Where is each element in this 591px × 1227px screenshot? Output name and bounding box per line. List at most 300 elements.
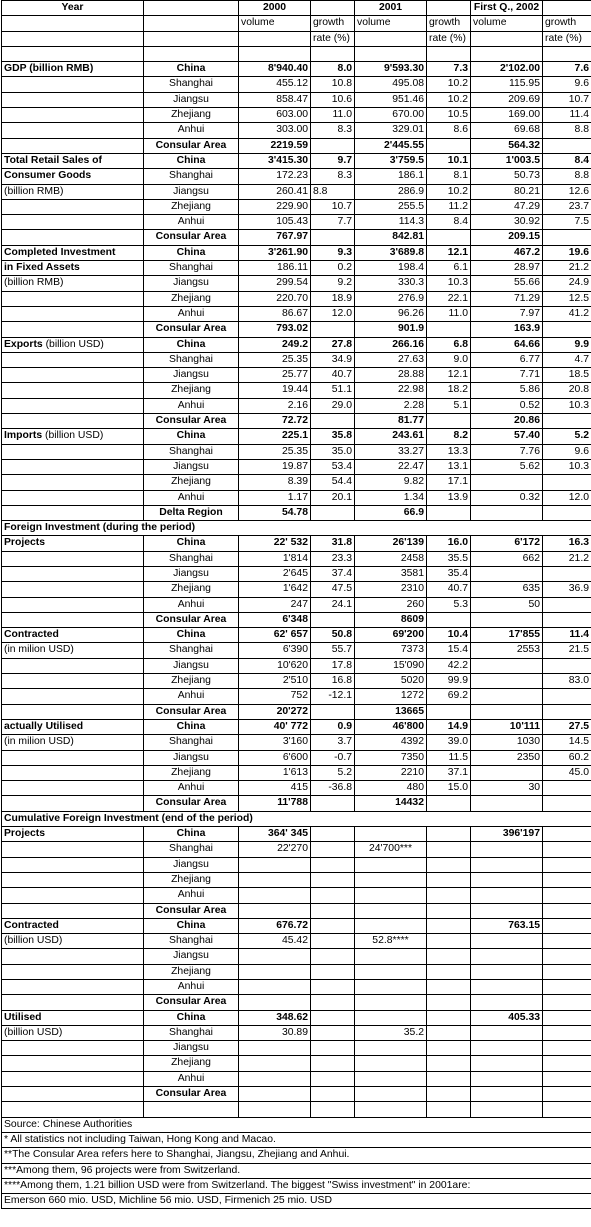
cell-v2001: 260	[355, 597, 427, 612]
cell-g2000: 55.7	[311, 643, 355, 658]
table-row	[2, 322, 591, 337]
table-row	[2, 490, 591, 505]
cell-g2001: 6.8	[427, 337, 471, 352]
cell-v2001: 2'445.55	[355, 138, 427, 153]
cell-region: Consular Area	[144, 322, 239, 337]
cell-g2000	[311, 704, 355, 719]
footnote: **The Consular Area refers here to Shanghai, Jiangsu, Zhejiang and Anhui.	[2, 1148, 591, 1163]
cell-label	[2, 306, 144, 321]
cell-v2002	[471, 704, 543, 719]
cell-v2000	[239, 903, 311, 918]
table-row	[2, 291, 591, 306]
cell-region: Shanghai	[144, 551, 239, 566]
cell-v2000: 6'348	[239, 612, 311, 627]
cell-g2001: growth	[427, 16, 471, 31]
table-row	[2, 1056, 591, 1071]
cell-region: Zhejiang	[144, 765, 239, 780]
cell-region: Shanghai	[144, 444, 239, 459]
table-row	[2, 1010, 591, 1025]
cell-g2002: 45.0	[543, 765, 591, 780]
cell-v2002: 2'102.00	[471, 62, 543, 77]
cell-region: Anhui	[144, 1071, 239, 1086]
cell-region: Consular Area	[144, 612, 239, 627]
cell-g2002	[543, 1, 591, 16]
cell-v2001	[355, 1056, 427, 1071]
cell-v2001	[355, 1041, 427, 1056]
table-row	[2, 352, 591, 367]
cell-v2002	[471, 842, 543, 857]
cell-region	[144, 46, 239, 61]
cell-label	[2, 842, 144, 857]
cell-label	[2, 368, 144, 383]
cell-v2002: 80.21	[471, 184, 543, 199]
table-row	[2, 123, 591, 138]
cell-v2002	[471, 1102, 543, 1117]
cell-region: Consular Area	[144, 704, 239, 719]
cell-label	[2, 781, 144, 796]
cell-g2001: 12.1	[427, 368, 471, 383]
section-title: Foreign Investment (during the period)	[2, 521, 591, 536]
cell-g2001: 69.2	[427, 689, 471, 704]
cell-g2002: 10.7	[543, 92, 591, 107]
table-row	[2, 108, 591, 123]
cell-v2002: 30.92	[471, 215, 543, 230]
cell-g2001: 11.0	[427, 306, 471, 321]
cell-g2000: 47.5	[311, 582, 355, 597]
table-row	[2, 245, 591, 260]
table-row	[2, 536, 591, 551]
cell-v2002: 10'111	[471, 719, 543, 734]
cell-v2002	[471, 31, 543, 46]
cell-g2001: 9.0	[427, 352, 471, 367]
cell-g2001	[427, 704, 471, 719]
cell-region: China	[144, 827, 239, 842]
cell-v2001: 33.27	[355, 444, 427, 459]
cell-region: Jiangsu	[144, 368, 239, 383]
cell-g2000: 5.2	[311, 765, 355, 780]
cell-v2001: 7373	[355, 643, 427, 658]
cell-v2002: 50	[471, 597, 543, 612]
cell-v2002	[471, 475, 543, 490]
table-row	[2, 31, 591, 46]
cell-v2002: 564.32	[471, 138, 543, 153]
cell-g2000	[311, 322, 355, 337]
cell-g2000: 7.7	[311, 215, 355, 230]
cell-v2001: 7350	[355, 750, 427, 765]
cell-g2000: 53.4	[311, 459, 355, 474]
cell-region: China	[144, 429, 239, 444]
cell-label	[2, 995, 144, 1010]
cell-g2001: 11.5	[427, 750, 471, 765]
cell-v2000: 299.54	[239, 276, 311, 291]
table-row	[2, 872, 591, 887]
cell-g2002: 10.3	[543, 398, 591, 413]
cell-v2002: 7.97	[471, 306, 543, 321]
table-row	[2, 964, 591, 979]
cell-region: Zhejiang	[144, 199, 239, 214]
cell-v2002: 5.62	[471, 459, 543, 474]
cell-v2000: 45.42	[239, 934, 311, 949]
cell-g2002	[543, 704, 591, 719]
cell-v2000: 249.2	[239, 337, 311, 352]
cell-label	[2, 108, 144, 123]
cell-v2001: 2210	[355, 765, 427, 780]
cell-g2002	[543, 995, 591, 1010]
cell-region: Zhejiang	[144, 582, 239, 597]
cell-g2002: 41.2	[543, 306, 591, 321]
cell-region: Anhui	[144, 980, 239, 995]
cell-g2002	[543, 597, 591, 612]
cell-v2002: 0.32	[471, 490, 543, 505]
cell-region: China	[144, 536, 239, 551]
cell-g2000: 11.0	[311, 108, 355, 123]
cell-v2001: 3581	[355, 566, 427, 581]
cell-v2002: 2553	[471, 643, 543, 658]
cell-g2000: 23.3	[311, 551, 355, 566]
cell-g2000: 8.3	[311, 123, 355, 138]
cell-g2000	[311, 980, 355, 995]
cell-v2001	[355, 888, 427, 903]
cell-v2000	[239, 1056, 311, 1071]
cell-region: Shanghai	[144, 735, 239, 750]
cell-g2000: 10.6	[311, 92, 355, 107]
cell-region: Shanghai	[144, 934, 239, 949]
table-row	[2, 153, 591, 168]
cell-v2000: 19.87	[239, 459, 311, 474]
cell-v2001: 3'689.8	[355, 245, 427, 260]
cell-label	[2, 765, 144, 780]
cell-g2001: 16.0	[427, 536, 471, 551]
cell-g2002: 21.5	[543, 643, 591, 658]
cell-g2001: 22.1	[427, 291, 471, 306]
cell-v2002	[471, 658, 543, 673]
cell-label	[2, 872, 144, 887]
cell-v2001: 13665	[355, 704, 427, 719]
table-row	[2, 980, 591, 995]
cell-label	[2, 704, 144, 719]
cell-g2001: 6.1	[427, 261, 471, 276]
cell-label	[2, 475, 144, 490]
cell-v2000: 3'261.90	[239, 245, 311, 260]
statistics-table	[1, 0, 591, 1209]
cell-v2002: 115.95	[471, 77, 543, 92]
cell-g2001: 14.9	[427, 719, 471, 734]
cell-v2001: 15'090	[355, 658, 427, 673]
cell-v2001: 329.01	[355, 123, 427, 138]
cell-v2000: 6'600	[239, 750, 311, 765]
cell-region: Shanghai	[144, 1025, 239, 1040]
cell-g2001	[427, 1087, 471, 1102]
table-row	[2, 643, 591, 658]
cell-region: Zhejiang	[144, 1056, 239, 1071]
cell-g2001: 35.5	[427, 551, 471, 566]
cell-region: Zhejiang	[144, 964, 239, 979]
cell-v2001: 2310	[355, 582, 427, 597]
cell-v2000: 793.02	[239, 322, 311, 337]
cell-v2002: 50.73	[471, 169, 543, 184]
cell-v2001: 9'593.30	[355, 62, 427, 77]
cell-g2002	[543, 138, 591, 153]
footnote-row	[2, 1194, 591, 1209]
cell-g2001	[427, 1102, 471, 1117]
cell-v2000	[239, 1102, 311, 1117]
cell-g2002	[543, 872, 591, 887]
cell-g2000	[311, 505, 355, 520]
cell-v2002: 763.15	[471, 918, 543, 933]
cell-region: China	[144, 628, 239, 643]
cell-v2002: 28.97	[471, 261, 543, 276]
cell-g2001	[427, 903, 471, 918]
cell-g2000	[311, 888, 355, 903]
cell-g2002	[543, 658, 591, 673]
cell-g2002: 8.8	[543, 169, 591, 184]
cell-g2002: 83.0	[543, 674, 591, 689]
cell-g2001: 8.1	[427, 169, 471, 184]
cell-region: Anhui	[144, 123, 239, 138]
cell-g2002	[543, 689, 591, 704]
cell-label	[2, 459, 144, 474]
table-row	[2, 750, 591, 765]
cell-g2002	[543, 857, 591, 872]
cell-v2001: 3'759.5	[355, 153, 427, 168]
cell-v2002: 405.33	[471, 1010, 543, 1025]
cell-label	[2, 1087, 144, 1102]
cell-v2000: 2000	[239, 1, 311, 16]
cell-label	[2, 980, 144, 995]
cell-v2002	[471, 964, 543, 979]
cell-label	[2, 857, 144, 872]
cell-g2002	[543, 1056, 591, 1071]
cell-region: Delta Region	[144, 505, 239, 520]
table-row	[2, 92, 591, 107]
table-row	[2, 62, 591, 77]
cell-v2000: 415	[239, 781, 311, 796]
cell-v2001: 276.9	[355, 291, 427, 306]
cell-g2001	[427, 827, 471, 842]
cell-g2000: 8.3	[311, 169, 355, 184]
cell-region: Shanghai	[144, 261, 239, 276]
cell-v2000: 1'814	[239, 551, 311, 566]
cell-g2001: 35.4	[427, 566, 471, 581]
cell-v2002	[471, 980, 543, 995]
cell-v2000	[239, 31, 311, 46]
cell-v2001: 24'700***	[355, 842, 427, 857]
cell-label	[2, 658, 144, 673]
cell-g2002	[543, 781, 591, 796]
cell-g2002: 7.5	[543, 215, 591, 230]
cell-v2001	[355, 46, 427, 61]
cell-v2001	[355, 1087, 427, 1102]
cell-g2001: 15.0	[427, 781, 471, 796]
cell-region: Shanghai	[144, 352, 239, 367]
cell-label	[2, 888, 144, 903]
cell-label	[2, 383, 144, 398]
cell-g2000	[311, 46, 355, 61]
cell-v2001	[355, 872, 427, 887]
cell-v2000: 22' 532	[239, 536, 311, 551]
cell-g2000	[311, 796, 355, 811]
table-row	[2, 689, 591, 704]
cell-v2000: 1.17	[239, 490, 311, 505]
cell-v2002	[471, 903, 543, 918]
cell-g2002: 9.9	[543, 337, 591, 352]
table-row	[2, 337, 591, 352]
cell-g2000	[311, 964, 355, 979]
cell-g2000: 20.1	[311, 490, 355, 505]
cell-v2000: 1'613	[239, 765, 311, 780]
cell-region: Anhui	[144, 597, 239, 612]
cell-v2002: 69.68	[471, 123, 543, 138]
cell-g2001: 10.2	[427, 77, 471, 92]
cell-v2000: 752	[239, 689, 311, 704]
cell-v2002	[471, 995, 543, 1010]
cell-v2000	[239, 1071, 311, 1086]
cell-g2002	[543, 1025, 591, 1040]
cell-g2000: 9.3	[311, 245, 355, 260]
table-row	[2, 184, 591, 199]
cell-region: Consular Area	[144, 230, 239, 245]
cell-v2001: 495.08	[355, 77, 427, 92]
table-row	[2, 1102, 591, 1117]
cell-g2000: 34.9	[311, 352, 355, 367]
cell-g2002	[543, 612, 591, 627]
cell-region: China	[144, 153, 239, 168]
cell-g2002: rate (%)	[543, 31, 591, 46]
cell-g2000: 12.0	[311, 306, 355, 321]
footnote-row	[2, 1163, 591, 1178]
cell-g2000	[311, 612, 355, 627]
cell-v2000: 6'390	[239, 643, 311, 658]
cell-g2000: 18.9	[311, 291, 355, 306]
cell-label: Utilised	[2, 1010, 144, 1025]
cell-g2001	[427, 505, 471, 520]
cell-v2000: volume	[239, 16, 311, 31]
cell-region: China	[144, 719, 239, 734]
table-row	[2, 888, 591, 903]
year-header: Year	[2, 1, 144, 16]
cell-g2001	[427, 1041, 471, 1056]
cell-label: Total Retail Sales of	[2, 153, 144, 168]
cell-region	[144, 31, 239, 46]
cell-label: Projects	[2, 536, 144, 551]
cell-g2000	[311, 918, 355, 933]
cell-region: Zhejiang	[144, 383, 239, 398]
cell-g2001	[427, 918, 471, 933]
cell-label	[2, 398, 144, 413]
cell-v2002: 7.76	[471, 444, 543, 459]
cell-g2000	[311, 827, 355, 842]
cell-v2001: 28.88	[355, 368, 427, 383]
cell-label	[2, 612, 144, 627]
cell-label: (billion RMB)	[2, 276, 144, 291]
cell-g2002: 18.5	[543, 368, 591, 383]
cell-g2000: 16.8	[311, 674, 355, 689]
cell-v2002	[471, 1025, 543, 1040]
cell-v2001	[355, 949, 427, 964]
cell-region: Jiangsu	[144, 459, 239, 474]
cell-v2000: 25.77	[239, 368, 311, 383]
cell-v2002: 6.77	[471, 352, 543, 367]
cell-v2002: 209.69	[471, 92, 543, 107]
cell-g2000	[311, 857, 355, 872]
cell-g2001: 8.2	[427, 429, 471, 444]
cell-g2000	[311, 949, 355, 964]
cell-g2000	[311, 230, 355, 245]
cell-region: China	[144, 918, 239, 933]
cell-v2002: 5.86	[471, 383, 543, 398]
cell-g2002	[543, 888, 591, 903]
cell-region: China	[144, 62, 239, 77]
cell-g2001	[427, 414, 471, 429]
cell-g2000: 27.8	[311, 337, 355, 352]
cell-region: Anhui	[144, 306, 239, 321]
cell-g2002	[543, 46, 591, 61]
cell-label: Completed Investment	[2, 245, 144, 260]
cell-region: Zhejiang	[144, 475, 239, 490]
cell-v2002: 209.15	[471, 230, 543, 245]
cell-v2000	[239, 888, 311, 903]
cell-g2001	[427, 322, 471, 337]
cell-v2002	[471, 934, 543, 949]
cell-g2000: -36.8	[311, 781, 355, 796]
cell-v2000: 225.1	[239, 429, 311, 444]
cell-g2000: 40.7	[311, 368, 355, 383]
cell-g2000: 50.8	[311, 628, 355, 643]
cell-region: Anhui	[144, 490, 239, 505]
table-row	[2, 796, 591, 811]
cell-v2001: 114.3	[355, 215, 427, 230]
cell-g2001	[427, 1010, 471, 1025]
cell-g2001: 5.1	[427, 398, 471, 413]
cell-v2000: 86.67	[239, 306, 311, 321]
cell-g2000	[311, 842, 355, 857]
cell-label	[2, 566, 144, 581]
cell-g2000	[311, 1087, 355, 1102]
table-row	[2, 597, 591, 612]
cell-g2002: 21.2	[543, 261, 591, 276]
table-row	[2, 169, 591, 184]
cell-g2001: 17.1	[427, 475, 471, 490]
section-row	[2, 811, 591, 826]
cell-v2000: 3'160	[239, 735, 311, 750]
cell-v2002	[471, 612, 543, 627]
cell-g2002	[543, 964, 591, 979]
cell-label	[2, 505, 144, 520]
table-row	[2, 306, 591, 321]
table-row	[2, 719, 591, 734]
cell-v2002	[471, 505, 543, 520]
cell-v2000: 40' 772	[239, 719, 311, 734]
cell-v2000: 2219.59	[239, 138, 311, 153]
cell-g2002	[543, 505, 591, 520]
cell-g2002: 23.7	[543, 199, 591, 214]
table-row	[2, 368, 591, 383]
table-row	[2, 918, 591, 933]
cell-label: in Fixed Assets	[2, 261, 144, 276]
cell-v2001: 22.98	[355, 383, 427, 398]
cell-v2002	[471, 46, 543, 61]
cell-g2000	[311, 1025, 355, 1040]
cell-g2002	[543, 1041, 591, 1056]
cell-g2000: -12.1	[311, 689, 355, 704]
cell-v2001: 22.47	[355, 459, 427, 474]
cell-v2001: 2458	[355, 551, 427, 566]
table-row	[2, 429, 591, 444]
cell-label: (billion RMB)	[2, 184, 144, 199]
cell-g2000	[311, 1056, 355, 1071]
cell-g2000: 8.0	[311, 62, 355, 77]
table-row	[2, 582, 591, 597]
